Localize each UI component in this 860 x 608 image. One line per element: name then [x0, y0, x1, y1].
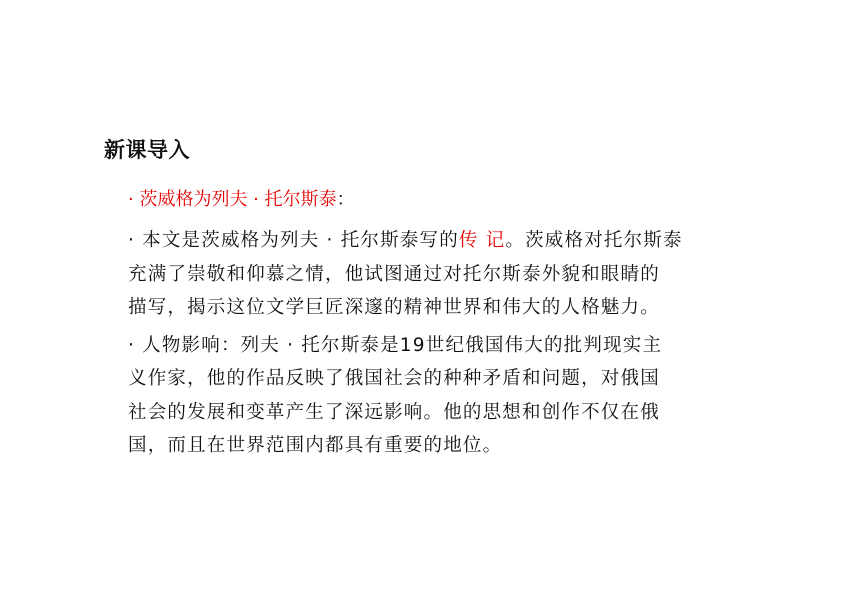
influence-line-3: 社会的发展和变革产生了深远影响。他的思想和创作不仅在俄: [128, 401, 660, 423]
intro-line-3: 描写，揭示这位文学巨匠深邃的精神世界和伟大的人格魅力。: [128, 297, 660, 318]
section-title: 新课导入: [104, 138, 190, 162]
influence-line-2: 义作家，他的作品反映了俄国社会的种种矛盾和问题，对俄国: [128, 368, 660, 389]
intro-line-2: 充满了崇敬和仰慕之情，他试图通过对托尔斯泰外貌和眼睛的: [128, 263, 660, 285]
content-body: [128, 186, 748, 467]
biography-highlight: 传 记: [458, 230, 506, 251]
topic-text: · 茨威格为列夫 · 托尔斯泰: [128, 189, 337, 210]
intro-paragraph: [128, 224, 748, 325]
topic-line: [128, 186, 748, 214]
intro-line-1: [128, 224, 748, 258]
intro-line-1-before: · 本文是茨威格为列夫 · 托尔斯泰写的: [128, 230, 459, 251]
topic-colon: ：: [336, 189, 355, 210]
influence-paragraph: [128, 329, 748, 463]
intro-line-1-after: 。茨威格对托尔斯泰: [505, 230, 683, 251]
influence-line-4: 国，而且在世界范围内都具有重要的地位。: [128, 435, 503, 456]
influence-line-1: · 人物影响：列夫 · 托尔斯泰是19世纪俄国伟大的批判现实主: [128, 334, 663, 356]
